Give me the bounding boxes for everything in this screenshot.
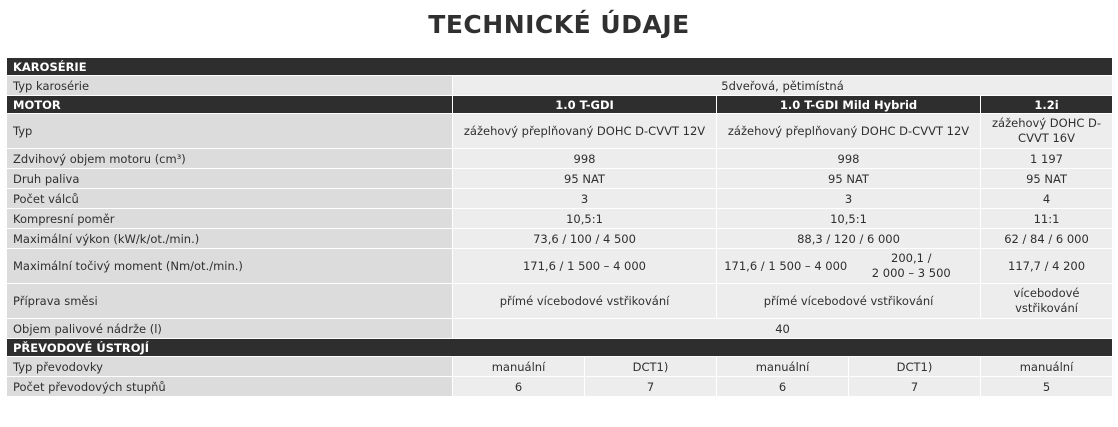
cell-value: manuální (981, 357, 1113, 377)
cell-value: 7 (585, 377, 717, 397)
cell-value: 171,6 / 1 500 – 4 000 (724, 258, 848, 273)
section-header-motor (7, 96, 1113, 114)
table-row (7, 169, 1113, 189)
table-row (7, 284, 1113, 319)
row-label: Objem palivové nádrže (l) (7, 319, 453, 339)
column-header-1-2i: 1.2i (981, 96, 1113, 114)
table-row (7, 249, 1113, 284)
cell-value: 3 (717, 189, 981, 209)
row-label: Příprava směsi (7, 284, 453, 319)
section-header-karoserie (7, 58, 1113, 76)
row-label: Počet převodových stupňů (7, 377, 453, 397)
section-title: MOTOR (7, 96, 453, 114)
cell-value: 10,5:1 (453, 209, 717, 229)
specs-table (6, 57, 1113, 397)
table-row (7, 114, 1113, 149)
cell-value: 11:1 (981, 209, 1113, 229)
cell-value: 117,7 / 4 200 (981, 249, 1113, 284)
cell-value: přímé vícebodové vstřikování (453, 284, 717, 319)
table-row (7, 76, 1113, 96)
column-header-1-0-tgdi: 1.0 T-GDI (453, 96, 717, 114)
column-header-1-0-tgdi-hybrid: 1.0 T-GDI Mild Hybrid (717, 96, 981, 114)
table-row (7, 377, 1113, 397)
cell-value-multiline (849, 251, 975, 281)
cell-value: 7 (849, 377, 981, 397)
cell-value: 171,6 / 1 500 – 4 000 (453, 249, 717, 284)
cell-value: 3 (453, 189, 717, 209)
row-label: Kompresní poměr (7, 209, 453, 229)
cell-value: 5 (981, 377, 1113, 397)
cell-value: zážehový DOHC D-CVVT 16V (981, 114, 1113, 149)
cell-value-line: 2 000 – 3 500 (871, 266, 951, 280)
table-row (7, 209, 1113, 229)
cell-value: přímé vícebodové vstřikování (717, 284, 981, 319)
cell-value-split (717, 249, 981, 284)
cell-value: 10,5:1 (717, 209, 981, 229)
cell-value: zážehový přeplňovaný DOHC D-CVVT 12V (453, 114, 717, 149)
cell-value: manuální (453, 357, 585, 377)
cell-value-line: 200,1 / (891, 251, 932, 265)
section-title: PŘEVODOVÉ ÚSTROJÍ (7, 339, 1113, 357)
cell-value: 998 (717, 149, 981, 169)
cell-value: DCT1) (849, 357, 981, 377)
cell-value: 73,6 / 100 / 4 500 (453, 229, 717, 249)
page-title: TECHNICKÉ ÚDAJE (428, 10, 690, 39)
cell-value: 998 (453, 149, 717, 169)
section-header-prevod (7, 339, 1113, 357)
table-row (7, 189, 1113, 209)
row-label: Maximální točivý moment (Nm/ot./min.) (7, 249, 453, 284)
section-title: KAROSÉRIE (7, 58, 1113, 76)
cell-value: manuální (717, 357, 849, 377)
cell-value: zážehový přeplňovaný DOHC D-CVVT 12V (717, 114, 981, 149)
cell-value: 95 NAT (717, 169, 981, 189)
row-label: Typ převodovky (7, 357, 453, 377)
row-label: Druh paliva (7, 169, 453, 189)
cell-value: 1 197 (981, 149, 1113, 169)
row-label: Typ karosérie (7, 76, 453, 96)
row-label: Zdvihový objem motoru (cm³) (7, 149, 453, 169)
cell-value: 95 NAT (453, 169, 717, 189)
cell-value: vícebodové vstřikování (981, 284, 1113, 319)
cell-value: 40 (453, 319, 1113, 339)
table-row (7, 229, 1113, 249)
table-row (7, 357, 1113, 377)
cell-value: 6 (717, 377, 849, 397)
cell-value: 4 (981, 189, 1113, 209)
cell-value: 88,3 / 120 / 6 000 (717, 229, 981, 249)
cell-value: 5dveřová, pětimístná (453, 76, 1113, 96)
table-row (7, 319, 1113, 339)
row-label: Maximální výkon (kW/k/ot./min.) (7, 229, 453, 249)
cell-value: 95 NAT (981, 169, 1113, 189)
row-label: Počet válců (7, 189, 453, 209)
cell-value: 6 (453, 377, 585, 397)
row-label: Typ (7, 114, 453, 149)
cell-value: DCT1) (585, 357, 717, 377)
cell-value: 62 / 84 / 6 000 (981, 229, 1113, 249)
table-row (7, 149, 1113, 169)
